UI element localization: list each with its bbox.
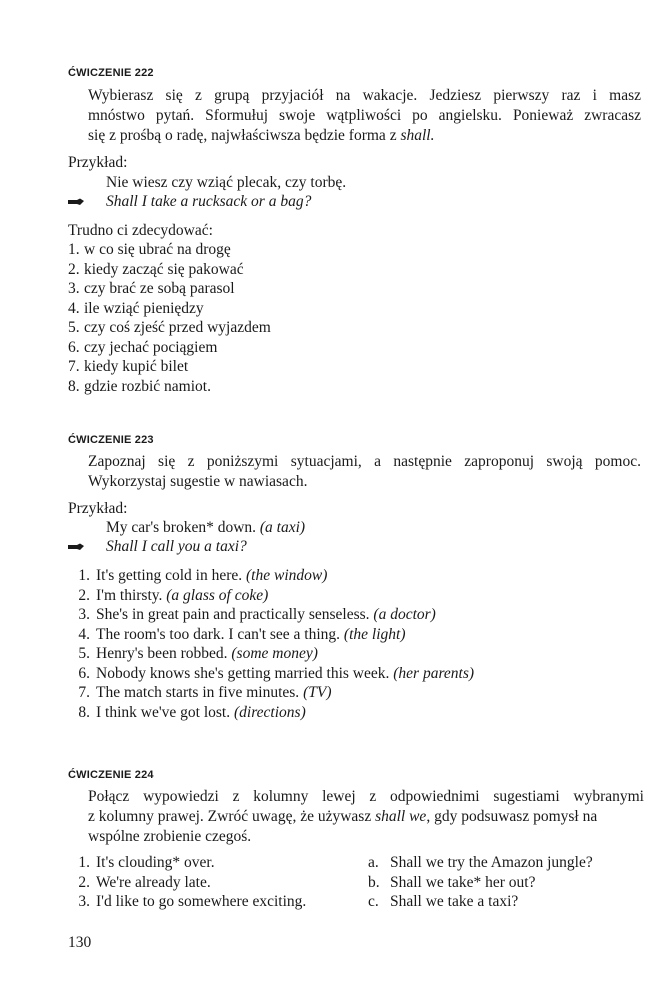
list-item: c. Shall we take a taxi? <box>368 893 519 910</box>
list-intro: Trudno ci zdecydować: <box>68 222 213 239</box>
instruction-line: z kolumny prawej. Zwróć uwagę, że używasz shall we, gdy podsuwasz pomysł na <box>88 808 598 825</box>
list-item: 3. czy brać ze sobą parasol <box>68 280 235 297</box>
list-item: 4. The room's too dark. I can't see a thing. (the light) <box>78 625 406 643</box>
list-item: 5. Henry's been robbed. (some money) <box>78 645 318 662</box>
exercise-222-heading: ĆWICZENIE 222 <box>68 67 154 79</box>
instruction-line: mnóstwo pytań. Sformułuj swoje wątpliwości po angielsku. Ponieważ zwracasz <box>88 107 641 124</box>
instruction-line: Połącz wypowiedzi z kolumny lewej z odpowiednimi sugestiami wybranymi <box>88 788 644 805</box>
list-item: 7. kiedy kupić bilet <box>68 358 189 375</box>
page-number: 130 <box>68 934 92 951</box>
list-item: 6. czy jechać pociągiem <box>68 338 218 356</box>
example-label: Przykład: <box>68 154 128 171</box>
list-item: a. Shall we try the Amazon jungle? <box>368 854 593 871</box>
list-item: 1. w co się ubrać na drogę <box>68 241 231 258</box>
list-item: 8. gdzie rozbić namiot. <box>68 377 211 395</box>
example-answer: Shall I take a rucksack or a bag? <box>106 193 312 210</box>
instruction-line: Wybierasz się z grupą przyjaciół na wakacje. Jedziesz pierwszy raz i masz <box>88 87 641 104</box>
list-item: 2. I'm thirsty. (a glass of coke) <box>78 586 269 604</box>
list-item: 8. I think we've got lost. (directions) <box>78 703 306 721</box>
instruction-line: się z prośbą o radę, najwłaściwsza będzie forma z shall. <box>88 127 435 144</box>
pointing-hand-icon <box>68 543 84 551</box>
list-item: 7. The match starts in five minutes. (TV) <box>78 684 332 701</box>
list-item: 6. Nobody knows she's getting married this week. (her parents) <box>78 664 475 682</box>
list-item: 2. kiedy zacząć się pakować <box>68 260 244 278</box>
instruction-line: wspólne zrobienie czegoś. <box>88 828 252 845</box>
example-prompt: My car's broken* down. (a taxi) <box>106 519 306 536</box>
example-label: Przykład: <box>68 500 128 517</box>
list-item: 3. She's in great pain and practically senseless. (a doctor) <box>78 606 436 623</box>
list-item: 4. ile wziąć pieniędzy <box>68 299 204 317</box>
example-prompt: Nie wiesz czy wziąć plecak, czy torbę. <box>106 174 347 191</box>
list-item: 2. We're already late. <box>78 873 211 891</box>
exercise-224-heading: ĆWICZENIE 224 <box>68 769 154 781</box>
instruction-line: Wykorzystaj sugestie w nawiasach. <box>88 473 308 490</box>
example-answer: Shall I call you a taxi? <box>106 538 247 555</box>
list-item: b. Shall we take* her out? <box>368 873 536 891</box>
pointing-hand-icon <box>68 198 84 206</box>
list-item: 1. It's clouding* over. <box>78 854 215 871</box>
list-item: 3. I'd like to go somewhere exciting. <box>78 893 307 910</box>
exercise-223-heading: ĆWICZENIE 223 <box>68 434 154 446</box>
list-item: 1. It's getting cold in here. (the window) <box>78 567 328 584</box>
instruction-line: Zapoznaj się z poniższymi sytuacjami, a następnie zaproponuj swoją pomoc. <box>88 453 641 470</box>
list-item: 5. czy coś zjeść przed wyjazdem <box>68 319 271 336</box>
